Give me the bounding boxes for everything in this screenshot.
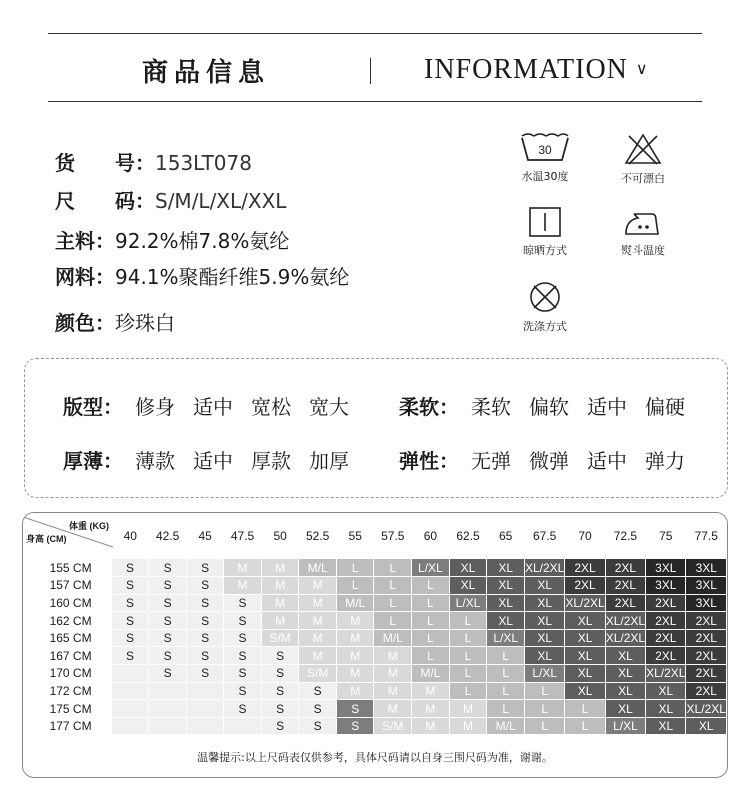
size-cell: 2XL: [686, 682, 727, 700]
size-cell: XL: [565, 647, 605, 665]
info-sizes: 尺 码：S/M/L/XL/XXL: [55, 189, 287, 213]
size-cell: S: [149, 612, 187, 630]
size-cell: S/M: [261, 629, 299, 647]
size-cell: XL: [565, 629, 605, 647]
table-row: [23, 647, 727, 665]
selected-option: 适中: [581, 391, 633, 420]
size-cell: L: [374, 577, 412, 595]
size-cell: 2XL: [646, 647, 686, 665]
top-rule: [48, 33, 702, 34]
size-cell: [186, 700, 223, 718]
size-cell: S: [261, 665, 299, 683]
size-cell: L: [374, 559, 412, 577]
size-cell: XL: [565, 682, 605, 700]
height-label: 160 CM: [23, 594, 112, 612]
size-cell: L: [412, 612, 450, 630]
size-cell: L: [449, 682, 487, 700]
feel-softness: 柔软： 柔软 偏软 适中 偏硬: [399, 391, 691, 420]
size-chart: [22, 512, 728, 778]
size-cell: 3XL: [686, 594, 727, 612]
size-cell: S: [186, 577, 223, 595]
weight-header: 57.5: [374, 513, 412, 559]
weight-header: 67.5: [524, 513, 564, 559]
size-cell: S/M: [299, 665, 337, 683]
size-cell: M: [336, 629, 374, 647]
weight-header: 40: [112, 513, 149, 559]
size-cell: L: [374, 594, 412, 612]
size-cell: S: [336, 717, 374, 735]
size-cell: S: [224, 629, 262, 647]
size-cell: XL: [449, 559, 487, 577]
size-cell: M: [299, 594, 337, 612]
size-cell: 3XL: [646, 577, 686, 595]
size-cell: XL: [565, 612, 605, 630]
size-cell: XL/2XL: [605, 631, 646, 646]
size-cell: XL: [686, 717, 727, 735]
size-cell: L: [487, 700, 525, 718]
size-cell: L/XL: [412, 559, 450, 577]
size-cell: M/L: [487, 717, 525, 735]
feel-fit: 版型： 修身 适中 宽松 宽大: [63, 391, 355, 420]
size-cell: S: [112, 612, 149, 630]
info-item-no: 货 号：153LT078: [55, 151, 252, 175]
size-cell: S: [299, 717, 337, 735]
table-row: [23, 717, 727, 735]
size-cell: M/L: [299, 559, 337, 577]
height-label: 167 CM: [23, 647, 112, 665]
size-cell: M: [224, 577, 262, 595]
size-cell: S: [149, 665, 187, 683]
size-cell: XL/2XL: [686, 701, 726, 716]
size-cell: XL: [524, 577, 564, 595]
size-cell: L/XL: [524, 665, 564, 683]
size-cell: L: [487, 682, 525, 700]
size-cell: XL: [524, 612, 564, 630]
header-title-cn: 商品信息: [142, 58, 271, 88]
size-cell: M: [449, 717, 487, 735]
size-cell: S: [261, 700, 299, 718]
size-cell: S: [299, 682, 337, 700]
size-cell: [186, 682, 223, 700]
fabric-feel-panel: [24, 358, 728, 498]
header-title-en: INFORMATION ∨: [424, 54, 649, 85]
size-cell: 3XL: [646, 559, 686, 577]
size-cell: [112, 665, 149, 683]
size-cell: M: [336, 612, 374, 630]
header-divider: [370, 58, 371, 84]
size-cell: XL: [605, 665, 645, 683]
feel-elasticity: 弹性： 无弹 微弹 适中 弹力: [399, 445, 691, 474]
info-main-fabric: 主料：92.2%棉7.8%氨纶: [55, 229, 290, 253]
size-cell: 3XL: [686, 577, 727, 595]
size-cell: L: [336, 559, 374, 577]
table-row: [23, 665, 727, 683]
size-cell: XL: [487, 594, 525, 612]
size-cell: XL: [524, 594, 564, 612]
size-cell: S: [224, 612, 262, 630]
size-cell: 2XL: [646, 629, 686, 647]
size-cell: M/L: [412, 665, 450, 683]
size-cell: 2XL: [605, 577, 645, 595]
selected-option: 适中: [187, 445, 239, 474]
size-cell: L: [449, 665, 487, 683]
table-row: [23, 559, 727, 577]
size-cell: S: [186, 594, 223, 612]
size-cell: XL: [487, 559, 525, 577]
size-cell: L: [449, 647, 487, 665]
size-cell: S: [224, 700, 262, 718]
size-cell: 2XL: [605, 559, 645, 577]
height-label: 175 CM: [23, 700, 112, 718]
size-cell: XL: [605, 700, 645, 718]
size-cell: S: [112, 577, 149, 595]
table-corner: 体重 (KG) 身高 (CM): [23, 513, 112, 559]
size-cell: M: [374, 682, 412, 700]
weight-header: 75: [646, 513, 686, 559]
size-cell: L: [449, 612, 487, 630]
size-cell: S: [261, 717, 299, 735]
size-cell: [149, 700, 187, 718]
size-cell: M: [261, 559, 299, 577]
size-cell: L: [412, 577, 450, 595]
size-cell: XL: [605, 682, 645, 700]
weight-header: 50: [261, 513, 299, 559]
size-cell: L: [565, 700, 605, 718]
size-cell: 2XL: [686, 647, 727, 665]
height-label: 170 CM: [23, 665, 112, 683]
size-cell: L: [524, 717, 564, 735]
size-cell: [112, 717, 149, 735]
size-cell: M: [299, 629, 337, 647]
care-instructions: [500, 128, 700, 348]
size-cell: L: [565, 717, 605, 735]
size-cell: XL: [524, 629, 564, 647]
size-cell: M: [449, 700, 487, 718]
size-tip: 温馨提示:以上尺码表仅供参考，具体尺码请以自身三围尺码为准，谢谢。: [197, 751, 553, 764]
svg-text:30: 30: [538, 143, 552, 157]
size-table: [23, 513, 727, 735]
care-wash: 30 水温30度: [500, 132, 590, 184]
size-cell: S: [149, 594, 187, 612]
size-cell: S: [149, 577, 187, 595]
info-color: 颜色：珍珠白: [55, 311, 175, 335]
wash-30-icon: [518, 132, 572, 164]
line-dry-icon: [518, 206, 572, 238]
weight-header: 70: [565, 513, 605, 559]
size-cell: S: [224, 647, 262, 665]
size-cell: 3XL: [686, 559, 727, 577]
size-cell: L: [487, 665, 525, 683]
size-cell: M: [374, 647, 412, 665]
size-cell: [186, 717, 223, 735]
selected-option: 微弹: [523, 445, 575, 474]
size-cell: S: [112, 647, 149, 665]
header-bottom-rule: [48, 101, 702, 102]
size-cell: S: [186, 647, 223, 665]
height-label: 177 CM: [23, 717, 112, 735]
care-bleach: 不可漂白: [598, 132, 688, 186]
size-cell: L: [412, 594, 450, 612]
size-cell: S: [224, 665, 262, 683]
table-row: [23, 700, 727, 718]
height-label: 155 CM: [23, 559, 112, 577]
size-cell: M: [261, 612, 299, 630]
care-clean: 洗涤方式: [500, 280, 590, 334]
size-cell: L: [524, 682, 564, 700]
size-cell: S: [112, 559, 149, 577]
size-cell: L: [487, 647, 525, 665]
size-cell: S: [149, 559, 187, 577]
weight-header: 55: [336, 513, 374, 559]
size-cell: S: [261, 647, 299, 665]
size-cell: M: [299, 612, 337, 630]
size-cell: L: [374, 612, 412, 630]
info-mesh-fabric: 网料：94.1%聚酯纤维5.9%氨纶: [55, 265, 350, 289]
size-cell: XL/2XL: [605, 613, 646, 628]
size-cell: L/XL: [487, 629, 525, 647]
size-cell: XL: [605, 647, 645, 665]
size-cell: M: [374, 665, 412, 683]
size-cell: M: [336, 665, 374, 683]
size-cell: L: [412, 647, 450, 665]
size-cell: 2XL: [565, 559, 605, 577]
size-cell: M: [299, 647, 337, 665]
weight-header: 60: [412, 513, 450, 559]
no-dry-clean-icon: [518, 280, 572, 314]
size-cell: [149, 717, 187, 735]
feel-thickness: 厚薄： 薄款 适中 厚款 加厚: [63, 445, 355, 474]
size-cell: L: [524, 700, 564, 718]
care-dry: 晾晒方式: [500, 206, 590, 258]
size-cell: M: [224, 559, 262, 577]
size-cell: 2XL: [686, 629, 727, 647]
size-cell: S: [112, 594, 149, 612]
size-cell: 2XL: [646, 594, 686, 612]
size-cell: M: [336, 682, 374, 700]
height-label: 157 CM: [23, 577, 112, 595]
size-cell: 2XL: [565, 577, 605, 595]
size-cell: [149, 682, 187, 700]
size-cell: XL: [646, 682, 686, 700]
size-cell: M: [261, 594, 299, 612]
size-cell: 2XL: [686, 612, 727, 630]
height-label: 162 CM: [23, 612, 112, 630]
size-cell: [112, 682, 149, 700]
table-row: [23, 682, 727, 700]
size-cell: XL: [524, 647, 564, 665]
weight-header: 72.5: [605, 513, 645, 559]
size-cell: XL: [565, 665, 605, 683]
size-cell: M: [412, 682, 450, 700]
size-cell: L: [336, 577, 374, 595]
size-cell: M/L: [336, 594, 374, 612]
size-cell: L/XL: [449, 594, 487, 612]
size-cell: S: [186, 665, 223, 683]
weight-header: 47.5: [224, 513, 262, 559]
weight-header: 65: [487, 513, 525, 559]
size-cell: M: [412, 700, 450, 718]
size-cell: M/L: [374, 629, 412, 647]
section-header: [48, 40, 702, 100]
weight-header: 42.5: [149, 513, 187, 559]
weight-header: 52.5: [299, 513, 337, 559]
weight-header: 45: [186, 513, 223, 559]
table-row: [23, 612, 727, 630]
size-cell: 2XL: [605, 594, 645, 612]
size-cell: L: [412, 629, 450, 647]
table-row: [23, 594, 727, 612]
size-cell: M: [299, 577, 337, 595]
size-cell: S: [186, 629, 223, 647]
table-row: [23, 629, 727, 647]
size-cell: XL/2XL: [565, 595, 605, 610]
weight-header: 62.5: [449, 513, 487, 559]
size-cell: L: [449, 629, 487, 647]
height-label: 172 CM: [23, 682, 112, 700]
size-cell: XL/2XL: [524, 559, 564, 577]
no-bleach-icon: [616, 132, 670, 166]
size-cell: S: [336, 700, 374, 718]
iron-temp-icon: [616, 206, 670, 238]
table-row: [23, 577, 727, 595]
size-cell: XL: [449, 577, 487, 595]
size-cell: XL: [487, 612, 525, 630]
size-cell: S: [261, 682, 299, 700]
care-iron: 熨斗温度: [598, 206, 688, 258]
size-cell: L/XL: [605, 717, 645, 735]
size-cell: XL/2XL: [646, 666, 686, 681]
size-cell: S: [224, 682, 262, 700]
size-cell: S: [224, 594, 262, 612]
size-cell: M: [336, 647, 374, 665]
size-cell: [112, 700, 149, 718]
size-cell: S: [149, 629, 187, 647]
size-cell: XL: [646, 717, 686, 735]
size-cell: S: [299, 700, 337, 718]
chevron-down-icon: ∨: [635, 59, 649, 78]
size-cell: XL: [487, 577, 525, 595]
size-cell: [224, 717, 262, 735]
size-cell: S/M: [374, 717, 412, 735]
size-cell: 2XL: [646, 612, 686, 630]
size-cell: M: [374, 700, 412, 718]
size-cell: S: [186, 612, 223, 630]
size-cell: S: [186, 559, 223, 577]
size-cell: 2XL: [686, 665, 727, 683]
selected-option: 适中: [187, 391, 239, 420]
height-label: 165 CM: [23, 629, 112, 647]
size-cell: XL: [646, 700, 686, 718]
size-cell: S: [149, 647, 187, 665]
size-cell: M: [261, 577, 299, 595]
weight-header: 77.5: [686, 513, 727, 559]
size-cell: M: [412, 717, 450, 735]
size-cell: S: [112, 629, 149, 647]
